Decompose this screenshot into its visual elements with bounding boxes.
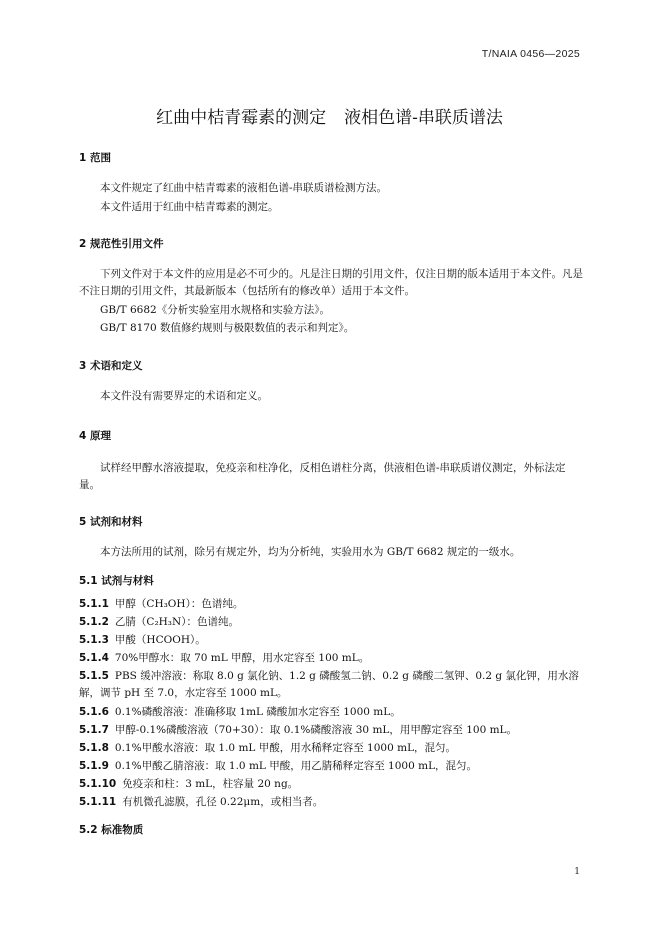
paragraph: 本文件适用于红曲中桔青霉素的测定。 <box>100 201 279 213</box>
reagent-item <box>79 596 583 613</box>
item-number: 5.1.5 <box>79 670 109 682</box>
reagent-item <box>79 632 583 649</box>
paragraph: 本文件规定了红曲中桔青霉素的液相色谱-串联质谱检测方法。 <box>100 182 388 194</box>
subsection-heading-reagents-materials: 5.1 试剂与材料 <box>79 575 154 587</box>
item-number: 5.1.6 <box>79 706 109 718</box>
item-text: 70%甲醇水：取 70 mL 甲醇，用水定容至 100 mL。 <box>114 652 370 664</box>
section-heading-principle: 4 原理 <box>79 430 111 442</box>
section-heading-scope: 1 范围 <box>79 152 111 164</box>
reagent-item <box>79 722 583 739</box>
item-number: 5.1.1 <box>79 598 109 610</box>
section-heading-terms: 3 术语和定义 <box>79 360 143 372</box>
item-text: 甲醇（CH₃OH）：色谱纯。 <box>114 598 244 610</box>
item-number: 5.1.9 <box>79 760 109 772</box>
item-text: PBS 缓冲溶液：称取 8.0 g 氯化钠、1.2 g 磷酸氢二钠、0.2 g 磷酸二氢钾、0.2 g 氯化钾，用水溶解，调节 pH 至 7.0，水定容至 1000 mL。 <box>79 670 579 699</box>
item-number: 5.1.8 <box>79 742 109 754</box>
item-number: 5.1.7 <box>79 724 109 736</box>
reagent-item <box>79 794 583 811</box>
item-text: 0.1%磷酸溶液：准确移取 1mL 磷酸加水定容至 1000 mL。 <box>114 706 401 718</box>
title-part-2: 液相色谱-串联质谱法 <box>344 108 503 128</box>
reagent-item <box>79 776 583 793</box>
section-heading-normative-references: 2 规范性引用文件 <box>79 238 164 250</box>
subsection-heading-reference-materials: 5.2 标准物质 <box>79 824 144 836</box>
section-heading-reagents: 5 试剂和材料 <box>79 516 143 528</box>
reagent-item <box>79 668 583 702</box>
item-number: 5.1.11 <box>79 796 117 808</box>
item-text: 0.1%甲酸水溶液：取 1.0 mL 甲酸，用水稀释定容至 1000 mL，混匀。 <box>114 742 457 754</box>
paragraph: 下列文件对于本文件的应用是必不可少的。凡是注日期的引用文件，仅注日期的版本适用于本文件。凡是不注日期的引用文件，其最新版本（包括所有的修改单）适用于本文件。 <box>79 268 583 297</box>
item-number: 5.1.10 <box>79 778 117 790</box>
item-text: 乙腈（C₂H₃N）：色谱纯。 <box>114 616 239 628</box>
reference-item: GB/T 8170 数值修约规则与极限数值的表示和判定》。 <box>100 322 355 334</box>
reagent-item <box>79 704 583 721</box>
reagent-item <box>79 650 583 667</box>
reagent-item <box>79 758 583 775</box>
document-title <box>0 103 659 128</box>
item-number: 5.1.2 <box>79 616 109 628</box>
item-text: 甲醇-0.1%磷酸溶液（70+30）：取 0.1%磷酸溶液 30 mL，用甲醇定容至 100 mL。 <box>114 724 518 736</box>
title-part-1: 红曲中桔青霉素的测定 <box>156 108 327 128</box>
paragraph: 试样经甲醇水溶液提取，免疫亲和柱净化，反相色谱柱分离，供液相色谱-串联质谱仪测定，外标法定量。 <box>79 462 566 491</box>
item-text: 甲酸（HCOOH）。 <box>114 634 206 646</box>
item-number: 5.1.3 <box>79 634 109 646</box>
paragraph: 本方法所用的试剂，除另有规定外，均为分析纯，实验用水为 GB/T 6682 规定的一级水。 <box>100 546 521 558</box>
item-text: 有机微孔滤膜，孔径 0.22μm，或相当者。 <box>122 796 324 808</box>
reference-item: GB/T 6682《分析实验室用水规格和实验方法》。 <box>100 304 330 316</box>
reagent-item <box>79 614 583 631</box>
item-number: 5.1.4 <box>79 652 109 664</box>
paragraph: 本文件没有需要界定的术语和定义。 <box>100 390 268 402</box>
page-number: 1 <box>574 867 580 877</box>
item-text: 0.1%甲酸乙腈溶液：取 1.0 mL 甲酸，用乙腈稀释定容至 1000 mL，混匀。 <box>114 760 478 772</box>
reagent-item <box>79 740 583 757</box>
document-code: T/NAIA 0456—2025 <box>481 48 580 60</box>
item-text: 免疫亲和柱：3 mL，柱容量 20 ng。 <box>122 778 299 790</box>
